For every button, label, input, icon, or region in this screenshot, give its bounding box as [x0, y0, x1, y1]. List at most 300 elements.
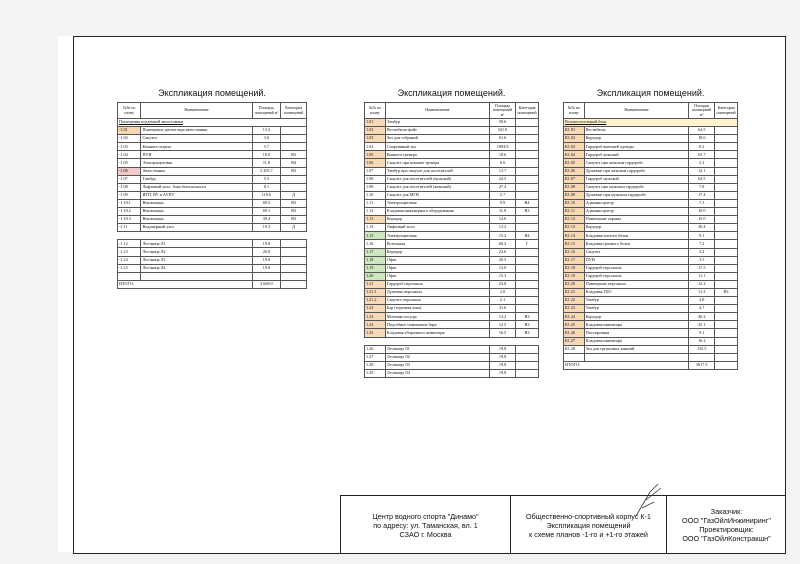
room-name: Зал для собраний [385, 135, 489, 143]
room-category: Д [281, 191, 307, 199]
room-area: 60.2 [490, 240, 516, 248]
table-row [564, 175, 738, 183]
table-row [564, 135, 738, 143]
room-category [516, 167, 539, 175]
room-category [281, 135, 307, 143]
room-area: 15.2 [490, 232, 516, 240]
room-number: К1.17 [564, 256, 585, 264]
room-area: 9.9 [490, 199, 516, 207]
room-name: Офис [385, 256, 489, 264]
room-category [715, 313, 738, 321]
room-name: Лестница Л4 [385, 369, 489, 377]
room-number: К1.08 [564, 183, 585, 191]
room-category [516, 119, 539, 127]
room-number: К1.27 [564, 337, 585, 345]
table-row [365, 119, 539, 127]
room-number: -1.05 [118, 159, 141, 167]
room-area: 24.5 [490, 175, 516, 183]
room-area: 8.2 [689, 143, 715, 151]
room-area: 8.1 [252, 183, 281, 191]
spacer-row [118, 232, 307, 240]
col-name: Наименование [141, 103, 252, 119]
room-category [516, 361, 539, 369]
room-area: 20.0 [252, 248, 281, 256]
room-number: К1.25 [564, 321, 585, 329]
room-number: 1.04 [365, 143, 386, 151]
room-name: Моечная посуды [385, 313, 489, 321]
room-area: 18.6 [689, 135, 715, 143]
room-category [516, 183, 539, 191]
col-area: Площадь помещений м² [689, 103, 715, 119]
room-category: В3 [281, 167, 307, 175]
table-row [365, 208, 539, 216]
room-name: Лестница Л1 [385, 345, 489, 353]
explication-table-auxiliary [563, 88, 738, 370]
room-number: -1.06 [118, 167, 141, 175]
room-category: В3 [715, 288, 738, 296]
room-area: 541.0 [490, 127, 516, 135]
room-area: 23.8 [490, 280, 516, 288]
room-category [516, 127, 539, 135]
total-row [118, 280, 307, 288]
room-category [715, 216, 738, 224]
room-number: К1.11 [564, 208, 585, 216]
room-name: Зал для групповых занятий [584, 345, 689, 353]
room-name: Лестница Л2 [141, 248, 252, 256]
table-row [118, 151, 307, 159]
room-name: Душевые при мужском гардеробе [584, 191, 689, 199]
room-number: -1.02 [118, 135, 141, 143]
room-number: К1.01 [564, 127, 585, 135]
room-name: Электрощитовая [385, 199, 489, 207]
room-area: 8.6 [490, 159, 516, 167]
room-name: Помещение охраны [584, 216, 689, 224]
room-area: 27.4 [490, 183, 516, 191]
room-category [715, 345, 738, 353]
drawing-line: Экспликация помещений [546, 520, 631, 530]
room-area: 13.2 [490, 313, 516, 321]
table-row [564, 248, 738, 256]
room-category: В4 [281, 159, 307, 167]
section-row [564, 119, 738, 127]
room-category [516, 353, 539, 361]
room-name: Кладовая чистого белья [584, 232, 689, 240]
room-area: 22.6 [490, 248, 516, 256]
room-number: К1.15 [564, 240, 585, 248]
table-row [564, 313, 738, 321]
room-number: 1.15 [365, 232, 386, 240]
room-area: 5.7 [252, 143, 281, 151]
table-row [564, 240, 738, 248]
table-row [564, 208, 738, 216]
room-name: Лестница Л3 [385, 361, 489, 369]
room-area: 13.2 [490, 224, 516, 232]
room-area: 20.5 [490, 256, 516, 264]
table-row [365, 272, 539, 280]
room-category [715, 208, 738, 216]
drawing-line: Общественно-спортивный корпус К-1 [526, 511, 651, 521]
table-row [365, 329, 539, 337]
table-row [118, 143, 307, 151]
room-category [281, 240, 307, 248]
room-category [516, 224, 539, 232]
room-name: Лестница Л1 [141, 240, 252, 248]
room-number: -1.04 [118, 151, 141, 159]
table-title: Экспликация помещений. [596, 88, 705, 98]
room-area: 63.7 [689, 151, 715, 159]
room-category [715, 297, 738, 305]
col-name: Наименование [584, 103, 689, 119]
designer-label: Проектировщик: [699, 525, 754, 534]
room-name: Кладовая инвентаря [584, 321, 689, 329]
room-name: Помещение персонала [584, 280, 689, 288]
room-number: 1.27 [365, 353, 386, 361]
table-row [564, 199, 738, 207]
table-row [365, 305, 539, 313]
room-area: 1894.9 [490, 143, 516, 151]
room-name: Электрощитовая [141, 159, 252, 167]
room-name: Тамбур [584, 297, 689, 305]
room-area: 2.1 [490, 297, 516, 305]
table-row [365, 353, 539, 361]
empty-row [118, 272, 307, 280]
room-number: К1.16 [564, 248, 585, 256]
table-row [118, 264, 307, 272]
room-number: К1.23 [564, 305, 585, 313]
room-area: 19.8 [252, 264, 281, 272]
room-category [516, 143, 539, 151]
col-cat: Категория помещений [516, 103, 539, 119]
room-number: 1.19 [365, 264, 386, 272]
spacer-row [365, 337, 539, 345]
room-area: 11.8 [252, 159, 281, 167]
section-label: Вспомогательный блок [564, 119, 738, 127]
room-area: 16.5 [490, 329, 516, 337]
table-row [365, 297, 539, 305]
room-area: 64.5 [689, 175, 715, 183]
table-title: Экспликация помещений. [158, 88, 266, 98]
room-area: 7.2 [689, 240, 715, 248]
table-row [118, 240, 307, 248]
room-category [715, 272, 738, 280]
room-name: Комната отдыха [141, 143, 252, 151]
section-row [118, 119, 307, 127]
room-number: 1.03 [365, 135, 386, 143]
room-category: В3 [516, 329, 539, 337]
room-area: 46.2 [689, 313, 715, 321]
room-category [715, 256, 738, 264]
table-row [365, 248, 539, 256]
room-area: 64.5 [689, 127, 715, 135]
room-name: Санузел при мужском гардеробе [584, 183, 689, 191]
room-number: К1.20 [564, 280, 585, 288]
room-category [281, 183, 307, 191]
room-number: 1.21.2 [365, 297, 386, 305]
project-info [340, 496, 510, 554]
room-category [715, 329, 738, 337]
room-area: 50.6 [490, 119, 516, 127]
room-category: В3 [281, 151, 307, 159]
room-category [715, 191, 738, 199]
table-row [365, 345, 539, 353]
table-row [564, 329, 738, 337]
room-name: Венткамера [141, 199, 252, 207]
room-name: Вестибюль-фойе [385, 127, 489, 135]
table-row [564, 151, 738, 159]
room-number: 1.23 [365, 313, 386, 321]
room-number: 1.05 [365, 151, 386, 159]
room-area: 119.6 [252, 191, 281, 199]
room-number: 1.10 [365, 191, 386, 199]
customer-name: ООО "ГазОйлИнжиниринг" [682, 516, 771, 525]
total-label: ИТОГО: [118, 280, 253, 288]
room-category [715, 224, 738, 232]
room-area: 19.8 [490, 353, 516, 361]
room-area: 20.4 [689, 224, 715, 232]
room-name: Гардероб персонала [584, 272, 689, 280]
table-row [365, 232, 539, 240]
project-line: СЗАО г. Москва [399, 529, 452, 539]
room-name: ПУИ [141, 151, 252, 159]
room-category [516, 272, 539, 280]
room-number: -1.14 [118, 256, 141, 264]
room-category: В4 [516, 199, 539, 207]
table-row [564, 321, 738, 329]
room-number: -1.15 [118, 264, 141, 272]
room-name: Лестница Л4 [141, 264, 252, 272]
room-category [281, 248, 307, 256]
room-category [516, 305, 539, 313]
table-row [564, 305, 738, 313]
project-line: по адресу: ул. Таманская, вл. 1 [373, 520, 478, 530]
col-cat: Категория помещений [715, 103, 738, 119]
room-name: Коридор [584, 135, 689, 143]
room-name: Лифтовый холл [385, 224, 489, 232]
col-area: Площадь помещений м² [252, 103, 281, 119]
table-row [365, 167, 539, 175]
signature-mark [628, 482, 668, 518]
room-area: 17.4 [689, 191, 715, 199]
room-category [516, 256, 539, 264]
table-row [365, 191, 539, 199]
room-area: 15.3 [490, 272, 516, 280]
organizations [666, 496, 786, 554]
table-row [118, 208, 307, 216]
room-number: К1.07 [564, 175, 585, 183]
room-name: Кладовая грязного белья [584, 240, 689, 248]
room-number: 1.22 [365, 305, 386, 313]
room-number: -1.10.2 [118, 208, 141, 216]
room-area: 12.5 [490, 321, 516, 329]
room-name: Лестница Л3 [141, 256, 252, 264]
room-number: 1.13 [365, 216, 386, 224]
room-name: Душевая персонала [385, 288, 489, 296]
table-row [118, 248, 307, 256]
table-row [365, 361, 539, 369]
room-number: 1.16 [365, 240, 386, 248]
room-name: Спортивный зал [385, 143, 489, 151]
room-number: 1.21.1 [365, 288, 386, 296]
table-row [365, 321, 539, 329]
room-number: -1.01 [118, 127, 141, 135]
room-number: К1.26 [564, 329, 585, 337]
room-area: 13.7 [490, 167, 516, 175]
room-category [715, 127, 738, 135]
room-area: 10.0 [689, 208, 715, 216]
room-name: Гардероб персонала [584, 264, 689, 272]
room-area: 19.8 [252, 240, 281, 248]
room-category [516, 216, 539, 224]
room-number: 1.11 [365, 199, 386, 207]
table-row [118, 191, 307, 199]
room-name: Санузел персонала [385, 297, 489, 305]
empty-row [564, 353, 738, 361]
room-name: Коридор [584, 224, 689, 232]
table-row [365, 288, 539, 296]
room-area: 3.5 [689, 256, 715, 264]
room-area: 2.0 [490, 288, 516, 296]
room-category [516, 159, 539, 167]
room-number: К1.22 [564, 297, 585, 305]
table-row [365, 280, 539, 288]
table-row [365, 151, 539, 159]
room-number: 1.26 [365, 345, 386, 353]
room-number: 1.06 [365, 159, 386, 167]
room-number: -1.09 [118, 191, 141, 199]
room-category [715, 135, 738, 143]
room-area: 12.2 [689, 280, 715, 288]
drawing-line: к схеме планов -1-го и +1-го этажей [529, 529, 648, 539]
room-name: Кладовая уборочного инвентаря [385, 329, 489, 337]
room-category [715, 199, 738, 207]
room-name: Лестница Л2 [385, 353, 489, 361]
room-category [715, 167, 738, 175]
room-name: ИТП, ВУ и АУПТ [141, 191, 252, 199]
room-category [715, 159, 738, 167]
total-value: 3 668.0 [252, 280, 281, 288]
room-category [516, 288, 539, 296]
room-name: Санузел [141, 135, 252, 143]
total-row [564, 361, 738, 369]
table-row [564, 232, 738, 240]
table-row [564, 191, 738, 199]
project-line: Центр водного спорта "Динамо" [372, 511, 479, 521]
room-category [715, 337, 738, 345]
table-row [564, 345, 738, 353]
table-row [564, 272, 738, 280]
room-area: 3 205.7 [252, 167, 281, 175]
table-row [118, 199, 307, 207]
total-label: ИТОГО: [564, 361, 689, 369]
room-name: Кладовая ТБО [584, 288, 689, 296]
room-name: Гардероб женский [584, 151, 689, 159]
room-number: 1.02 [365, 127, 386, 135]
room-name: Гардероб мужской [584, 175, 689, 183]
room-category [516, 151, 539, 159]
room-category [281, 256, 307, 264]
room-number: К1.19 [564, 272, 585, 280]
room-area: 110.5 [689, 345, 715, 353]
table-row [365, 175, 539, 183]
room-number: К1.18 [564, 264, 585, 272]
room-area: 5.7 [490, 191, 516, 199]
room-category [281, 143, 307, 151]
room-name: Кладовая инвентаря [584, 337, 689, 345]
table-row [564, 264, 738, 272]
room-area: 12.1 [689, 167, 715, 175]
room-category: Д [281, 224, 307, 232]
room-name: Администратор [584, 208, 689, 216]
room-category: В3 [281, 216, 307, 224]
room-number: -1.07 [118, 175, 141, 183]
room-category [715, 183, 738, 191]
room-name: Комната тренера [385, 151, 489, 159]
table-row [564, 288, 738, 296]
room-area: 19.8 [490, 361, 516, 369]
room-number: 1.29 [365, 369, 386, 377]
room-category [715, 143, 738, 151]
room-area: 14.6 [490, 216, 516, 224]
room-name: Тамбур [141, 175, 252, 183]
table-row [118, 175, 307, 183]
room-area: 10.0 [252, 151, 281, 159]
room-number: -1.10.1 [118, 199, 141, 207]
room-category [516, 280, 539, 288]
table-row [365, 199, 539, 207]
room-area: 17.5 [689, 264, 715, 272]
room-category [715, 151, 738, 159]
room-area: 5.3 [252, 175, 281, 183]
room-name: Душевые при женском гардеробе [584, 167, 689, 175]
table-row [118, 135, 307, 143]
table-row [564, 224, 738, 232]
room-category [715, 280, 738, 288]
room-number: 1.09 [365, 183, 386, 191]
room-name: Вестибюль [584, 127, 689, 135]
table-row [118, 256, 307, 264]
table-row [118, 167, 307, 175]
room-category [715, 232, 738, 240]
table-row [365, 313, 539, 321]
room-name: Санузел для посетителей (женский) [385, 183, 489, 191]
room-number: -1.10.3 [118, 216, 141, 224]
table-row [118, 183, 307, 191]
rooms-table [563, 102, 738, 370]
room-category [516, 135, 539, 143]
room-area: 18.6 [490, 151, 516, 159]
room-name: Коридор [385, 216, 489, 224]
room-number: -1.03 [118, 143, 141, 151]
room-number: К1.10 [564, 199, 585, 207]
room-name: Тамбур [584, 305, 689, 313]
room-name: Постирочная [584, 329, 689, 337]
room-name: ПУИ [584, 256, 689, 264]
room-name: Офис [385, 264, 489, 272]
table-row [564, 280, 738, 288]
room-number: 1.12 [365, 208, 386, 216]
room-number: 1.14 [365, 224, 386, 232]
room-area: 7.3 [689, 199, 715, 207]
room-number: К1.28 [564, 345, 585, 353]
table-row [564, 337, 738, 345]
table-row [365, 264, 539, 272]
room-area: 25.1 [689, 321, 715, 329]
room-name: Водомерный узел [141, 224, 252, 232]
room-category [516, 248, 539, 256]
table-row [564, 143, 738, 151]
col-name: Наименование [385, 103, 489, 119]
table-row [118, 216, 307, 224]
